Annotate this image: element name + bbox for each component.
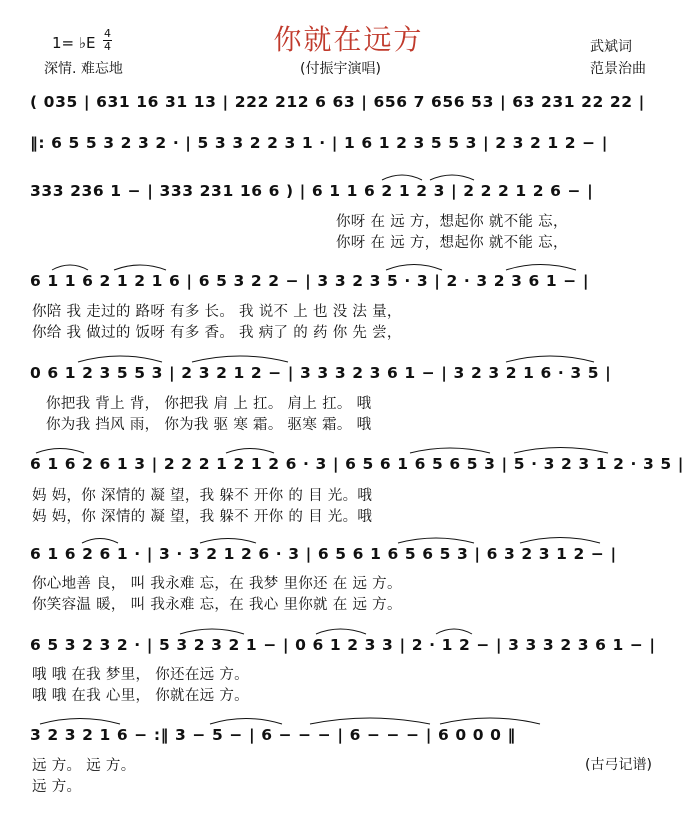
slur [200,539,256,544]
slur [226,449,274,454]
lyric-line-5a: 你把我 背上 背， 你把我 肩 上 扛。 肩上 扛。 哦 [46,396,372,412]
notation-system-1: ( 035 | 631 16 31 13 | 222 212 6 63 | 656 7 656 53 | 63 231 22 22 | [30,93,645,111]
slur [36,449,84,454]
slur [382,175,422,180]
slur [316,629,366,634]
lyric-line-3a: 你呀 在 远 方，想起你 就不能 忘， [336,214,568,230]
key-signature: 1= ♭E [52,34,96,52]
lyric-line-5b: 你为我 挡风 雨， 你为我 驱 寒 霜。 驱寒 霜。 哦 [46,417,372,433]
lyric-line-6a: 妈 妈，你 深情的 凝 望，我 躲不 开你 的 目 光。哦 [32,488,373,504]
slur [210,719,282,725]
time-signature-bottom: 4 [104,40,111,53]
song-title: 你就在远方 [273,23,424,56]
slur [52,265,88,270]
slur [40,719,120,725]
expression-mark: 深情. 难忘地 [44,61,123,77]
slur [310,718,430,724]
lyric-line-7a: 你心地善 良， 叫 我永难 忘，在 我梦 里你还 在 远 方。 [32,576,402,592]
slur [430,175,474,180]
transcriber-credit: (古弓记谱) [585,757,652,773]
slur [410,448,490,453]
notation-system-9: 3 2 3 2 1 6 − :‖ 3 − 5 − | 6 − − − | 6 − − − | 6 0 0 0 ‖ [30,726,516,744]
lyric-line-9a: 远 方。 远 方。 [32,758,136,774]
singer-credit: (付振宇演唱) [300,61,381,77]
lyric-line-9b: 远 方。 [32,779,82,795]
slur [436,629,472,634]
notation-system-6: 6 1 6 2 6 1 3 | 2 2 2 1 2 1 2 6 · 3 | 6 5 6 1 6 5 6 5 3 | 5 · 3 2 3 1 2 · 3 5 | [30,455,685,473]
lyric-line-8b: 哦 哦 在我 心里， 你就在远 方。 [32,688,249,704]
notation-system-5: 0 6 1 2 3 5 5 3 | 2 3 2 1 2 − | 3 3 3 2 3 6 1 − | 3 2 3 2 1 6 · 3 5 | [30,364,612,382]
lyric-line-6b: 妈 妈，你 深情的 凝 望，我 躲不 开你 的 目 光。哦 [32,509,373,525]
lyric-line-8a: 哦 哦 在我 梦里， 你还在远 方。 [32,667,249,683]
notation-system-7: 6 1 6 2 6 1 · | 3 · 3 2 1 2 6 · 3 | 6 5 6 1 6 5 6 5 3 | 6 3 2 3 1 2 − | [30,545,617,563]
time-signature-top: 4 [104,27,111,40]
lyric-line-4a: 你陪 我 走过的 路呀 有多 长。 我 说不 上 也 没 法 量， [32,304,402,320]
lyric-line-3b: 你呀 在 远 方，想起你 就不能 忘， [336,235,568,251]
slur [192,356,288,362]
slur [114,265,166,270]
composer-credit: 范景治曲 [590,61,646,77]
notation-system-8: 6 5 3 2 3 2 · | 5 3 2 3 2 1 − | 0 6 1 2 3 3 | 2 · 1 2 − | 3 3 3 2 3 6 1 − | [30,636,656,654]
slur [398,538,474,543]
slur [386,265,442,271]
slur [82,539,118,544]
lyric-line-7b: 你笑容温 暖， 叫 我永难 忘，在 我心 里你就 在 远 方。 [32,597,402,613]
slur [180,629,244,634]
slur [78,356,162,362]
lyric-line-4b: 你给 我 做过的 饭呀 有多 香。 我 病了 的 药 你 先 尝， [32,325,402,341]
slur [506,265,576,271]
lyricist-credit: 武斌词 [590,39,632,55]
slur [440,718,540,724]
notation-system-3: 333 236 1 − | 333 231 16 6 ) | 6 1 1 6 2 1 2 3 | 2 2 2 1 2 6 − | [30,182,594,200]
slur [506,356,594,362]
slur [514,448,608,454]
notation-system-4: 6 1 1 6 2 1 2 1 6 | 6 5 3 2 2 − | 3 3 2 3 5 · 3 | 2 · 3 2 3 6 1 − | [30,272,590,290]
slur [520,538,600,544]
notation-system-2: ‖: 6 5 5 3 2 3 2 · | 5 3 3 2 2 3 1 · | 1 6 1 2 3 5 5 3 | 2 3 2 1 2 − | [30,134,609,152]
